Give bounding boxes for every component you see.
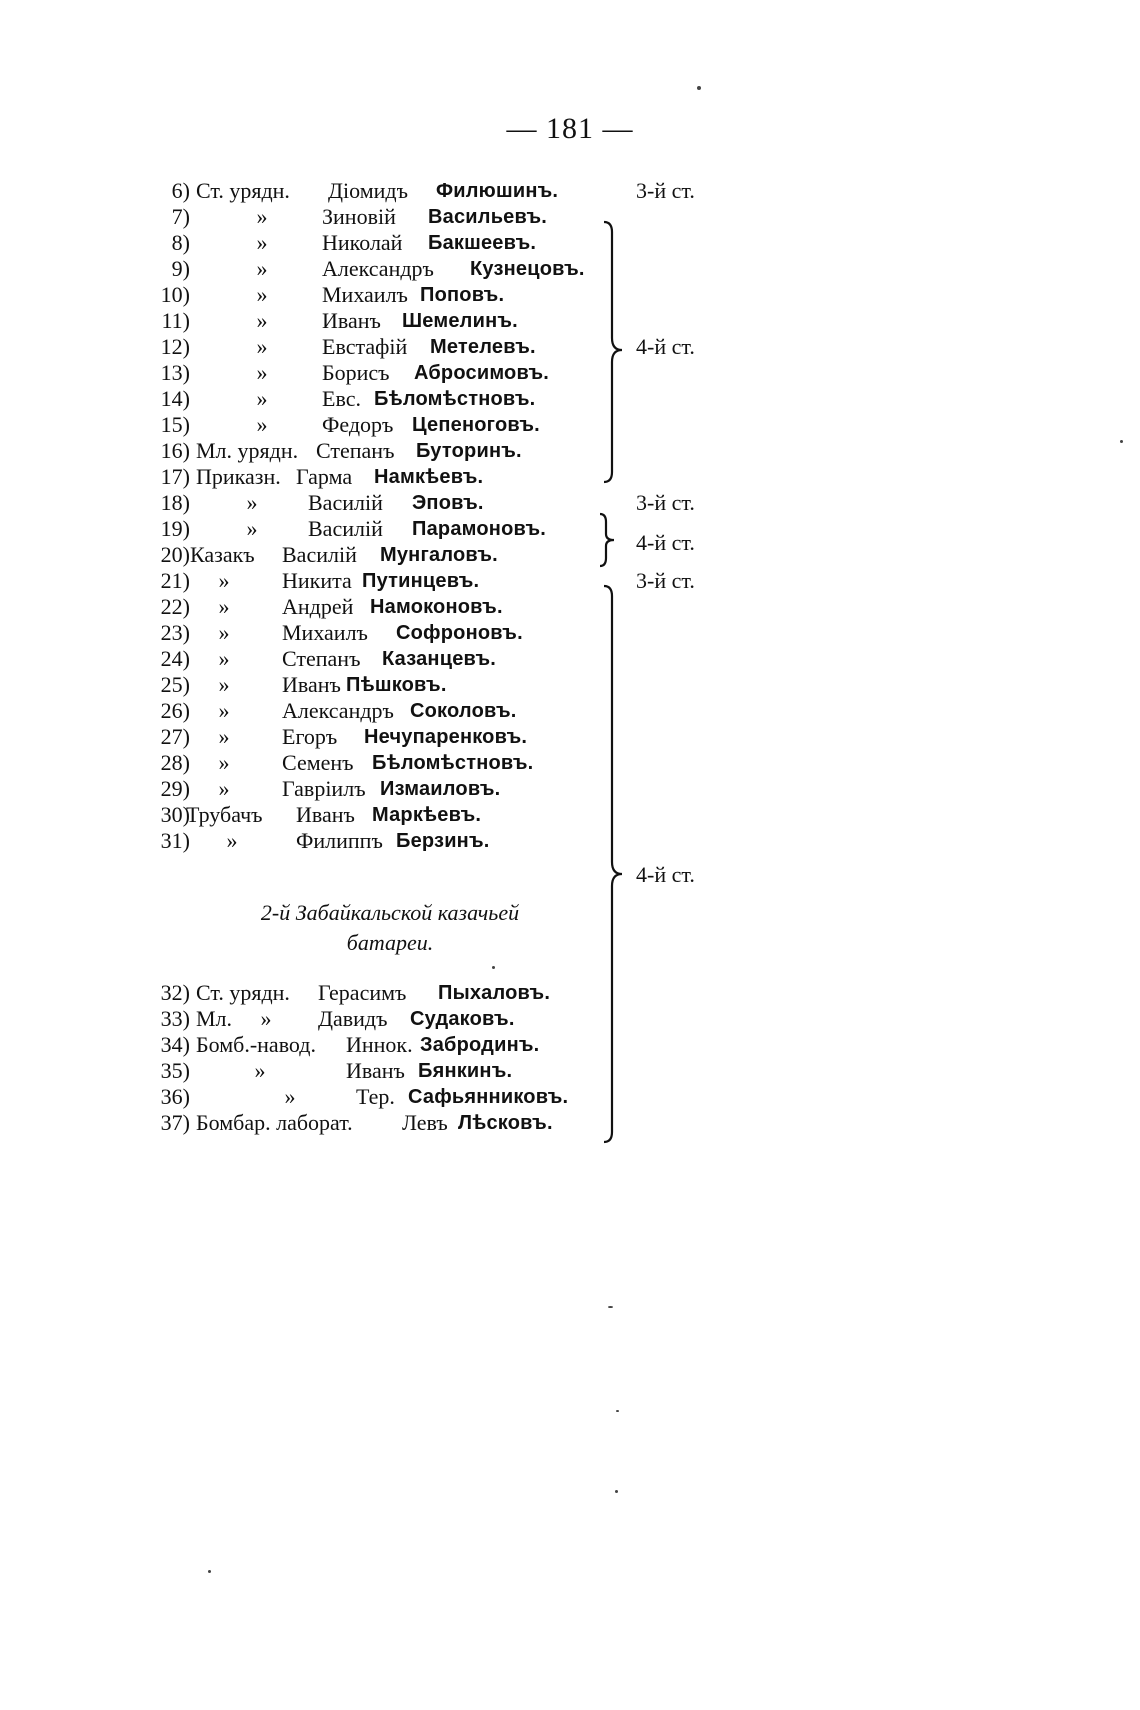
entry-number: 12)	[160, 334, 190, 359]
entry-first-name: Николай	[322, 230, 403, 255]
list-item	[0, 282, 1140, 308]
ditto-mark: »	[218, 750, 230, 775]
ditto-mark: »	[246, 490, 258, 515]
scan-speck	[1120, 440, 1123, 443]
list-item	[0, 672, 1140, 698]
entry-surname: Пыхаловъ.	[438, 982, 551, 1004]
entry-first-name: Борисъ	[322, 360, 390, 385]
entry-surname: Буторинъ.	[416, 440, 522, 462]
list-item	[0, 386, 1140, 412]
entry-first-name: Иванъ	[322, 308, 381, 333]
entry-first-name: Степанъ	[316, 438, 395, 463]
list-item	[0, 1058, 1140, 1084]
brace-group-7-16	[600, 220, 630, 484]
entry-number: 36)	[160, 1084, 190, 1109]
list-item	[0, 698, 1140, 724]
entry-surname: Бянкинъ.	[418, 1060, 513, 1082]
entry-surname: Софроновъ.	[396, 622, 523, 644]
entry-first-name: Гавріилъ	[282, 776, 366, 801]
entry-number: 7)	[171, 204, 190, 229]
ditto-mark: »	[256, 360, 268, 385]
ditto-mark: »	[218, 698, 230, 723]
class-label-group-21-37: 4-й ст.	[636, 862, 695, 887]
scan-speck	[608, 1306, 613, 1308]
entry-surname: Бакшеевъ.	[428, 232, 537, 254]
entry-surname: Нечупаренковъ.	[364, 726, 528, 748]
list-item	[0, 1006, 1140, 1032]
entry-number: 29)	[160, 776, 190, 801]
list-item	[0, 1032, 1140, 1058]
page-number: — 181 —	[506, 112, 634, 145]
entry-surname: Мунгаловъ.	[380, 544, 498, 566]
entry-number: 23)	[160, 620, 190, 645]
entry-surname: Намоконовъ.	[370, 596, 503, 618]
entry-number: 24)	[160, 646, 190, 671]
list-item	[0, 308, 1140, 334]
entry-first-name: Василій	[282, 542, 357, 567]
entry-rank: Ст. урядн.	[196, 178, 290, 203]
entry-surname: Маркѣевъ.	[372, 804, 482, 826]
entry-rank: Ст. урядн.	[196, 980, 290, 1005]
entry-first-name: Тер.	[356, 1084, 395, 1109]
brace-group-21-37	[600, 584, 630, 1144]
entry-first-name: Иннок.	[346, 1032, 413, 1057]
list-item	[0, 256, 1140, 282]
list-item	[0, 980, 1140, 1006]
entry-rank: Трубачъ	[186, 802, 263, 827]
entry-surname: Метелевъ.	[430, 336, 536, 358]
entry-surname: Лѣсковъ.	[458, 1112, 553, 1134]
list-item	[0, 568, 1140, 594]
entry-surname: Цепеноговъ.	[412, 414, 540, 436]
entry-first-name: Иванъ	[282, 672, 341, 697]
ditto-mark: »	[256, 282, 268, 307]
class-label-group-18-19: 4-й ст.	[636, 530, 695, 555]
entry-surname: Казанцевъ.	[382, 648, 497, 670]
entry-surname: Берзинъ.	[396, 830, 490, 852]
entry-surname: Поповъ.	[420, 284, 505, 306]
entry-number: 14)	[160, 386, 190, 411]
entry-surname: Путинцевъ.	[362, 570, 480, 592]
entry-first-name: Степанъ	[282, 646, 361, 671]
entry-number: 21)	[160, 568, 190, 593]
entry-surname: Кузнецовъ.	[470, 258, 585, 280]
entry-rank: Приказн.	[196, 464, 281, 489]
entry-number: 31)	[160, 828, 190, 853]
ditto-mark: »	[256, 308, 268, 333]
entry-first-name: Діомидъ	[328, 178, 408, 203]
brace-group-18-19	[596, 512, 626, 568]
entry-number: 20)	[160, 542, 190, 567]
list-item	[0, 594, 1140, 620]
entry-number: 10)	[160, 282, 190, 307]
scan-speck	[492, 966, 495, 969]
entry-number: 9)	[171, 256, 190, 281]
ditto-mark: »	[256, 256, 268, 281]
ditto-mark: »	[218, 620, 230, 645]
entry-first-name: Иванъ	[296, 802, 355, 827]
list-item	[0, 828, 1140, 854]
class-label-row17: 3-й ст.	[636, 490, 695, 515]
entry-first-name: Василій	[308, 516, 383, 541]
entry-number: 37)	[160, 1110, 190, 1135]
entry-first-name: Федоръ	[322, 412, 394, 437]
ditto-mark: »	[218, 672, 230, 697]
entry-first-name: Никита	[282, 568, 352, 593]
entry-surname: Шемелинъ.	[402, 310, 518, 332]
section-heading-continued: батареи.	[346, 930, 434, 955]
entry-number: 15)	[160, 412, 190, 437]
entry-rank: Мл.	[196, 1006, 233, 1031]
ditto-mark: »	[218, 646, 230, 671]
entry-surname: Соколовъ.	[410, 700, 517, 722]
entry-number: 28)	[160, 750, 190, 775]
entry-number: 35)	[160, 1058, 190, 1083]
entry-first-name: Семенъ	[282, 750, 354, 775]
list-item	[0, 750, 1140, 776]
entry-first-name: Михаилъ	[322, 282, 408, 307]
entry-number: 17)	[160, 464, 190, 489]
entry-surname: Пѣшковъ.	[346, 674, 447, 696]
entry-number: 30)	[160, 802, 190, 827]
entry-number: 22)	[160, 594, 190, 619]
entry-first-name: Евс.	[322, 386, 361, 411]
entry-surname: Эповъ.	[412, 492, 484, 514]
list-item	[0, 412, 1140, 438]
entry-number: 26)	[160, 698, 190, 723]
entry-first-name: Евстафій	[322, 334, 408, 359]
scan-speck	[615, 1490, 618, 1493]
entry-number: 8)	[171, 230, 190, 255]
entry-surname: Васильевъ.	[428, 206, 548, 228]
class-label-row6: 3-й ст.	[636, 178, 695, 203]
entry-first-name: Александръ	[322, 256, 434, 281]
entry-first-name: Филиппъ	[296, 828, 383, 853]
list-item	[0, 178, 1140, 204]
class-label-row20: 3-й ст.	[636, 568, 695, 593]
list-item	[0, 334, 1140, 360]
entry-surname: Абросимовъ.	[414, 362, 550, 384]
ditto-mark: »	[254, 1058, 266, 1083]
scan-speck	[208, 1570, 211, 1573]
entry-first-name: Иванъ	[346, 1058, 405, 1083]
entry-rank: Мл. урядн.	[196, 438, 299, 463]
entry-number: 27)	[160, 724, 190, 749]
ditto-mark: »	[256, 412, 268, 437]
entry-number: 34)	[160, 1032, 190, 1057]
entry-surname: Бѣломѣстновъ.	[374, 388, 536, 410]
ditto-mark: »	[218, 724, 230, 749]
entry-surname: Филюшинъ.	[436, 180, 559, 202]
list-item	[0, 542, 1140, 568]
ditto-mark: »	[256, 204, 268, 229]
entry-surname: Судаковъ.	[410, 1008, 515, 1030]
entry-number: 6)	[171, 178, 190, 203]
entry-number: 19)	[160, 516, 190, 541]
ditto-mark: »	[256, 334, 268, 359]
entry-first-name: Гарма	[296, 464, 353, 489]
entry-surname: Бѣломѣстновъ.	[372, 752, 534, 774]
entry-surname: Забродинъ.	[420, 1034, 540, 1056]
entry-first-name: Василій	[308, 490, 383, 515]
ditto-mark: »	[246, 516, 258, 541]
entry-rank: Бомб.-навод.	[196, 1032, 316, 1057]
entry-first-name: Зиновій	[322, 204, 396, 229]
list-item	[0, 204, 1140, 230]
entry-rank: Казакъ	[190, 542, 255, 567]
ditto-mark: »	[260, 1006, 272, 1031]
ditto-mark: »	[226, 828, 238, 853]
list-item	[0, 646, 1140, 672]
ditto-mark: »	[218, 568, 230, 593]
class-label-group-7-16: 4-й ст.	[636, 334, 695, 359]
entry-first-name: Левъ	[402, 1110, 448, 1135]
list-item	[0, 776, 1140, 802]
ditto-mark: »	[284, 1084, 296, 1109]
entry-first-name: Александръ	[282, 698, 394, 723]
entry-number: 18)	[160, 490, 190, 515]
scan-speck	[697, 86, 701, 90]
entry-number: 33)	[160, 1006, 190, 1031]
entry-first-name: Давидъ	[318, 1006, 388, 1031]
list-item	[0, 1110, 1140, 1136]
ditto-mark: »	[256, 230, 268, 255]
entry-first-name: Михаилъ	[282, 620, 368, 645]
list-item	[0, 516, 1140, 542]
list-item	[0, 620, 1140, 646]
entry-first-name: Андрей	[282, 594, 354, 619]
entry-surname: Измаиловъ.	[380, 778, 501, 800]
entry-surname: Сафьянниковъ.	[408, 1086, 569, 1108]
list-item	[0, 724, 1140, 750]
entry-first-name: Герасимъ	[318, 980, 407, 1005]
entry-surname: Парамоновъ.	[412, 518, 547, 540]
list-item	[0, 464, 1140, 490]
entry-number: 25)	[160, 672, 190, 697]
entry-number: 32)	[160, 980, 190, 1005]
list-item	[0, 1084, 1140, 1110]
list-item	[0, 230, 1140, 256]
ditto-mark: »	[218, 594, 230, 619]
entry-number: 11)	[161, 308, 190, 333]
ditto-mark: »	[256, 386, 268, 411]
list-item	[0, 438, 1140, 464]
entry-number: 16)	[160, 438, 190, 463]
entry-rank: Бомбар. лаборат.	[196, 1110, 353, 1135]
list-item	[0, 802, 1140, 828]
entry-first-name: Егоръ	[282, 724, 338, 749]
list-item	[0, 490, 1140, 516]
entry-number: 13)	[160, 360, 190, 385]
list-item	[0, 360, 1140, 386]
scan-speck	[616, 1410, 619, 1412]
entry-surname: Намкѣевъ.	[374, 466, 484, 488]
section-heading: 2-й Забайкальской казачьей	[260, 900, 520, 925]
ditto-mark: »	[218, 776, 230, 801]
